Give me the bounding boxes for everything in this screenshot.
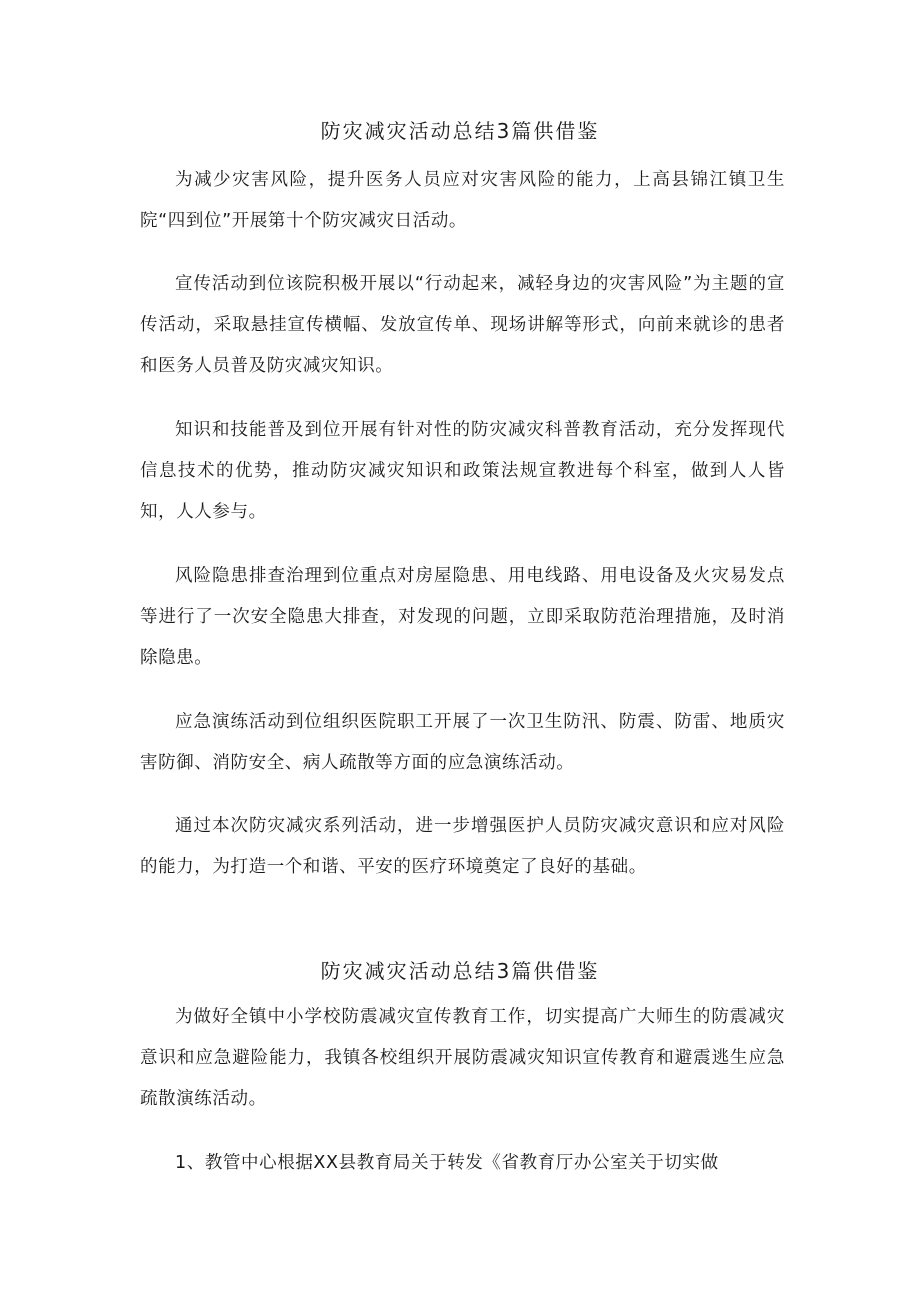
section-1-paragraph-6: 通过本次防灾减灾系列活动，进一步增强医护人员防灾减灾意识和应对风险的能力，为打造一个和谐、平安的医疗环境奠定了良好的基础。 xyxy=(140,816,785,877)
section-1-paragraph-5: 应急演练活动到位组织医院职工开展了一次卫生防汛、防震、防雷、地质灾害防御、消防安全、病人疏散等方面的应急演练活动。 xyxy=(140,712,785,773)
section-1-paragraph-1: 为减少灾害风险，提升医务人员应对灾害风险的能力，上高县锦江镇卫生院“四到位”开展第十个防灾减灾日活动。 xyxy=(140,170,785,231)
section-1-paragraph-3: 知识和技能普及到位开展有针对性的防灾减灾科普教育活动，充分发挥现代信息技术的优势，推动防灾减灾知识和政策法规宣教进每个科室，做到人人皆知，人人参与。 xyxy=(140,420,785,522)
section-2-paragraph-1: 为做好全镇中小学校防震减灾宣传教育工作，切实提高广大师生的防震减灾意识和应急避险能力，我镇各校组织开展防震减灾知识宣传教育和避震逃生应急疏散演练活动。 xyxy=(140,1007,785,1109)
section-1-paragraph-4: 风险隐患排查治理到位重点对房屋隐患、用电线路、用电设备及火灾易发点等进行了一次安全隐患大排查，对发现的问题，立即采取防范治理措施，及时消除隐患。 xyxy=(140,566,785,668)
section-2-title: 防灾减灾活动总结3篇供借鉴 xyxy=(320,959,600,983)
section-1-paragraph-2: 宣传活动到位该院积极开展以“行动起来，减轻身边的灾害风险”为主题的宣传活动，采取悬挂宣传横幅、发放宣传单、现场讲解等形式，向前来就诊的患者和医务人员普及防灾减灾知识。 xyxy=(140,274,785,376)
section-1-title: 防灾减灾活动总结3篇供借鉴 xyxy=(320,119,600,143)
section-2-paragraph-2: 1、教管中心根据XX县教育局关于转发《省教育厅办公室关于切实做 xyxy=(175,1153,719,1173)
